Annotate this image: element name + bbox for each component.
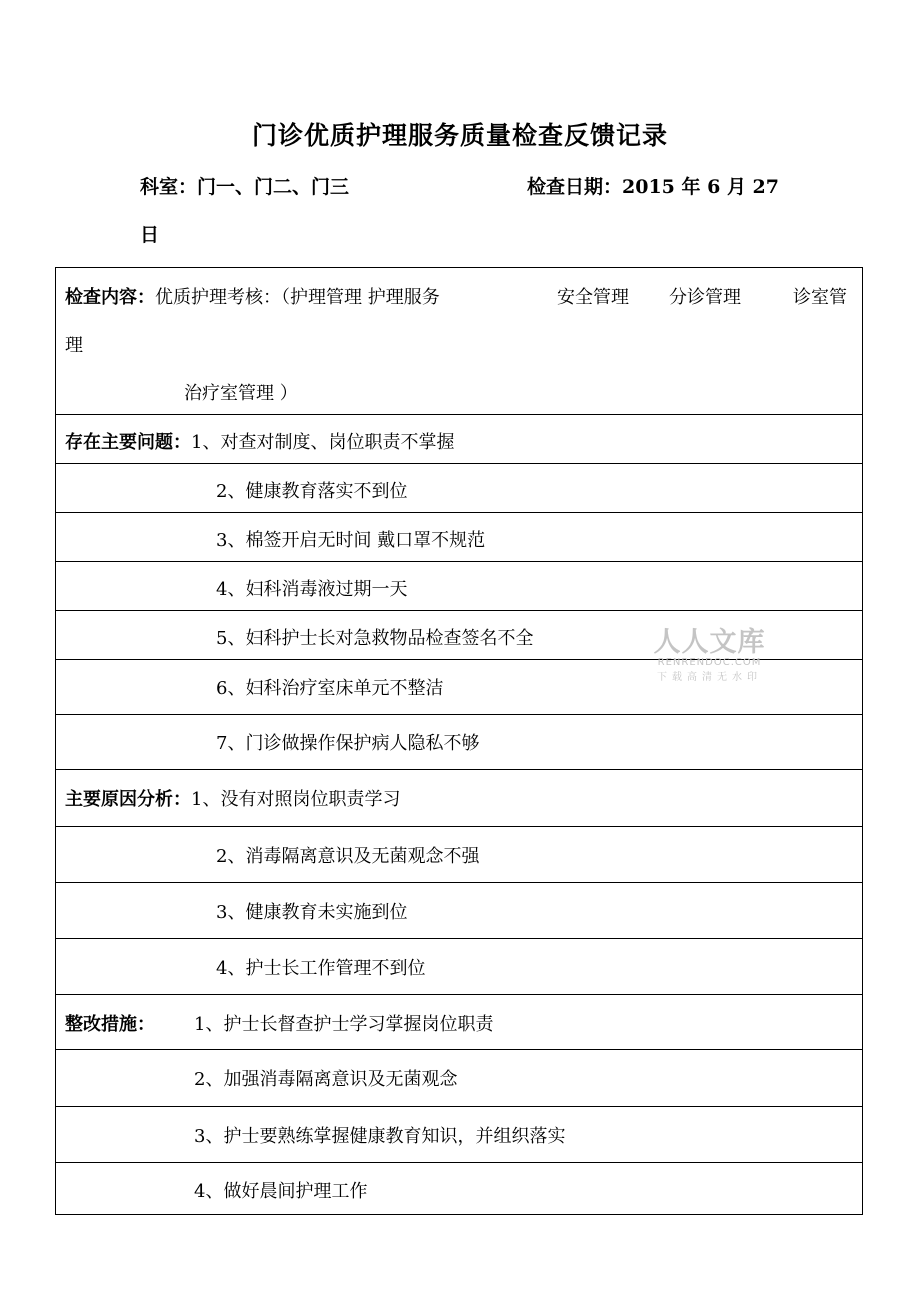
watermark xyxy=(647,620,772,683)
content-line-2: 理 xyxy=(65,335,83,356)
problem-item: 6、妇科治疗室床单元不整洁 xyxy=(216,678,444,699)
watermark-tagline: 下载高清无水印 xyxy=(657,672,762,683)
problem-item: 1、对查对制度、岗位职责不掌握 xyxy=(191,432,455,453)
measure-item: 2、加强消毒隔离意识及无菌观念 xyxy=(194,1069,458,1090)
cause-item: 1、没有对照岗位职责学习 xyxy=(191,789,401,810)
measures-label: 整改措施： xyxy=(65,1014,155,1035)
content-line-3: 治疗室管理 ） xyxy=(184,383,298,404)
problem-row xyxy=(56,512,862,561)
measure-row xyxy=(56,994,862,1049)
problem-item: 5、妇科护士长对急救物品检查签名不全 xyxy=(216,628,534,649)
problem-row xyxy=(56,561,862,610)
feedback-table xyxy=(55,267,863,1215)
problem-row xyxy=(56,414,862,463)
problem-item: 3、棉签开启无时间 戴口罩不规范 xyxy=(216,530,486,551)
content-line-1 xyxy=(65,283,440,309)
measure-row xyxy=(56,1162,862,1214)
content-text: 优质护理考核：（护理管理 护理服务 xyxy=(155,287,440,308)
watermark-logo: 人人文库 xyxy=(653,627,766,658)
cause-row xyxy=(56,826,862,882)
content-label: 检查内容： xyxy=(65,287,155,308)
department-line: 科室：门一、门二、门三 xyxy=(140,176,350,198)
content-item-safety: 安全管理 xyxy=(557,287,629,308)
inspection-date: 检查日期：2015 年 6 月 27 xyxy=(527,176,780,198)
watermark-domain: RENRENDOC.COM xyxy=(657,657,762,668)
problem-item: 7、门诊做操作保护病人隐私不够 xyxy=(216,733,480,754)
problem-item: 4、妇科消毒液过期一天 xyxy=(216,579,408,600)
problems-label: 存在主要问题： xyxy=(65,432,191,453)
problem-row xyxy=(56,463,862,512)
cause-row xyxy=(56,769,862,826)
cause-row xyxy=(56,882,862,938)
causes-label: 主要原因分析： xyxy=(65,789,191,810)
content-row xyxy=(56,268,862,414)
cause-item: 2、消毒隔离意识及无菌观念不强 xyxy=(216,846,480,867)
content-item-triage: 分诊管理 xyxy=(669,287,741,308)
measure-row xyxy=(56,1049,862,1106)
document-title: 门诊优质护理服务质量检查反馈记录 xyxy=(251,121,668,150)
cause-row xyxy=(56,938,862,994)
cause-item: 3、健康教育未实施到位 xyxy=(216,902,408,923)
measure-item: 4、做好晨间护理工作 xyxy=(194,1181,368,1202)
cause-item: 4、护士长工作管理不到位 xyxy=(216,958,426,979)
measure-item: 1、护士长督查护士学习掌握岗位职责 xyxy=(194,1014,494,1035)
measure-row xyxy=(56,1106,862,1162)
measure-item: 3、护士要熟练掌握健康教育知识，并组织落实 xyxy=(194,1126,566,1147)
problem-item: 2、健康教育落实不到位 xyxy=(216,481,408,502)
problem-row xyxy=(56,714,862,769)
inspection-date-day: 日 xyxy=(140,224,160,246)
content-item-clinic-room: 诊室管 xyxy=(793,287,847,308)
